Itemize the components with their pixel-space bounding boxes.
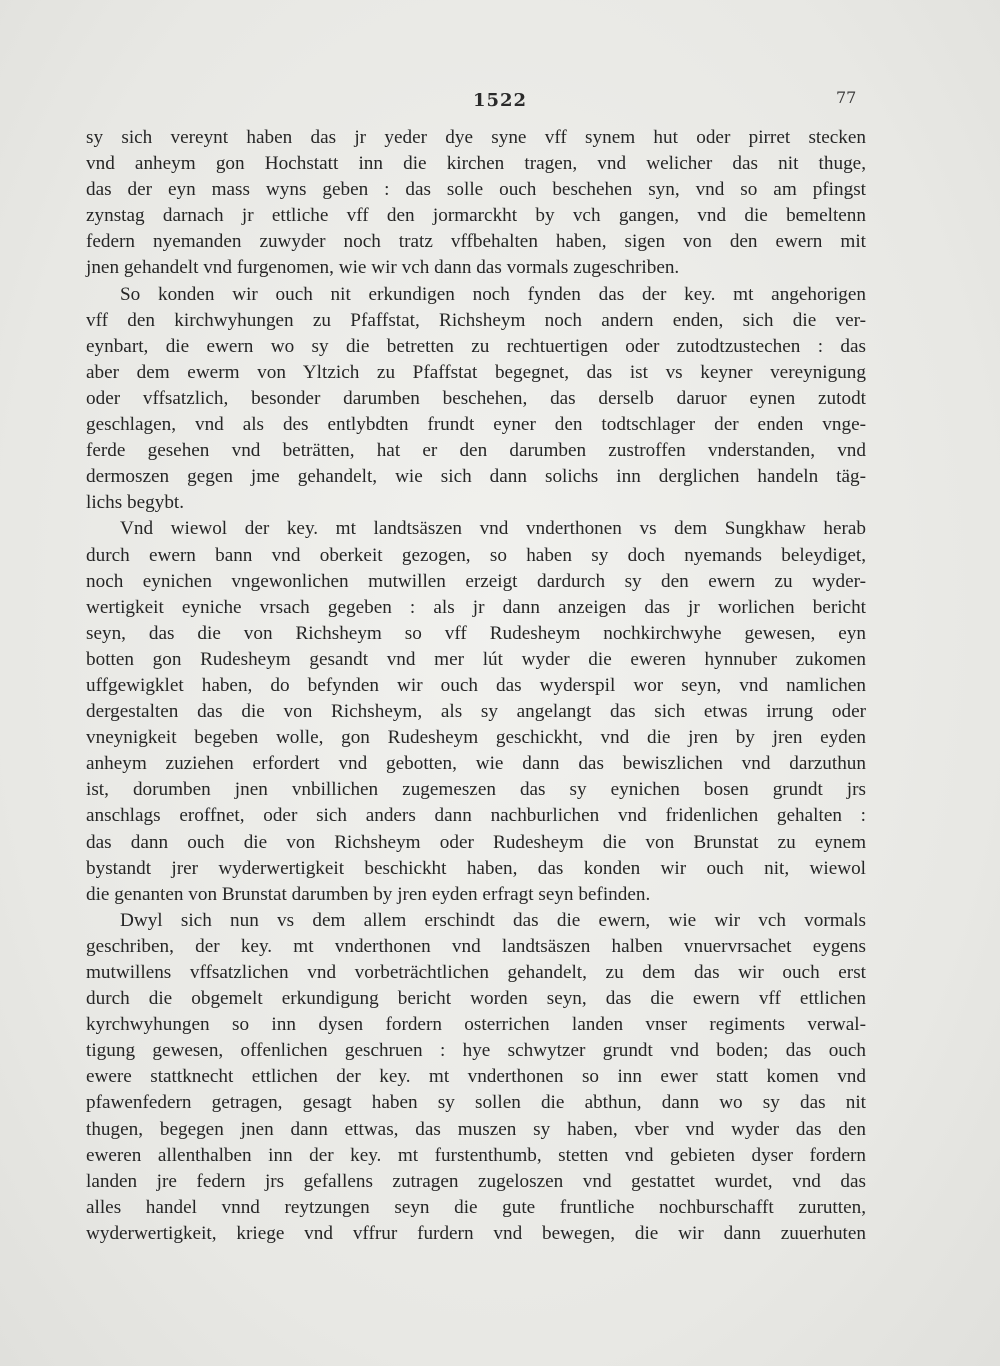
text-line: ferde gesehen vnd beträtten, hat er den darumben zustroffen vnderstanden, vnd [86,440,866,462]
text-line: botten gon Rudesheym gesandt vnd mer lút wyder die eweren hynnuber zukomen [86,648,866,670]
text-line: Vnd wiewol der key. mt landtsäszen vnd vnderthonen vs dem Sungkhaw herab [120,518,866,540]
text-line: aber dem ewerm von Yltzich zu Pfaffstat begegnet, das ist vs keyner vereynigung [86,361,866,383]
text-line: ist, dorumben jnen vnbillichen zugemeszen das sy eynichen bosen grundt jrs [86,779,866,801]
body-text [86,125,866,1247]
text-line: die genanten von Brunstat darumben by jren eyden erfragt seyn befinden. [86,883,651,905]
text-line: seyn, das die von Richsheym so vff Rudesheym nochkirchwyhe gewesen, eyn [86,622,866,644]
page-number: 77 [836,88,857,107]
text-line: ewere stattknecht ettlichen der key. mt vnderthonen so inn ewer statt komen vnd [86,1066,866,1088]
text-line: das dann ouch die von Richsheym oder Rudesheym die von Brunstat zu eynem [86,831,866,853]
text-line: noch eynichen vngewonlichen mutwillen erzeigt dardurch sy den ewern zu wyder- [86,570,866,592]
text-line: durch ewern bann vnd oberkeit gezogen, so haben sy doch nyemands beleydiget, [86,544,866,566]
text-line: jnen gehandelt vnd furgenomen, wie wir vch dann das vormals zugeschriben. [86,257,680,279]
text-line: eynbart, die ewern wo sy die betretten zu rechtuertigen oder zutodtzustechen : das [86,335,866,357]
text-line: das der eyn mass wyns geben : das solle ouch beschehen syn, vnd so am pfingst [86,179,866,201]
text-line: uffgewigklet haben, do befynden wir ouch das wyderspil wor seyn, vnd namlichen [86,674,866,696]
text-line: eweren allenthalben inn der key. mt furstenthumb, stetten vnd gebieten dyser fordern [86,1144,866,1166]
text-line: geschriben, der key. mt vnderthonen vnd landtsäszen halben vnuervrsachet eygens [86,935,866,957]
running-head [0,90,1000,114]
text-line: vff den kirchwyhungen zu Pfaffstat, Richsheym noch andern enden, sich die ver- [86,309,866,331]
text-line: vneynigkeit begeben wolle, gon Rudesheym geschickht, vnd die jren by jren eyden [86,727,866,749]
text-line: sy sich vereynt haben das jr yeder dye syne vff synem hut oder pirret stecken [86,127,866,148]
text-line: mutwillens vffsatzlichen vnd vorbeträchtlichen gehandelt, zu dem das wir ouch erst [86,962,866,983]
text-line: thugen, begegen jnen dann ettwas, das muszen sy haben, vber vnd wyder das den [86,1118,866,1140]
text-line: kyrchwyhungen so inn dysen fordern osterrichen landen vnser regiments verwal- [86,1014,866,1036]
text-line: federn nyemanden zuwyder noch tratz vffbehalten haben, sigen von den ewern mit [86,231,866,253]
text-line: Dwyl sich nun vs dem allem erschindt das die ewern, wie wir vch vormals [120,909,866,931]
text-line: dermoszen gegen jme gehandelt, wie sich dann solichs inn derglichen handeln täg- [86,466,866,488]
text-line: anheym zuziehen erfordert vnd gebotten, wie dann das bewiszlichen vnd darzuthun [86,753,866,775]
text-line: lichs begybt. [86,492,185,514]
text-line: durch die obgemelt erkundigung bericht worden seyn, das die ewern vff ettlichen [86,988,866,1010]
text-line: zynstag darnach jr ettliche vff den jormarckht by vch gangen, vnd die bemeltenn [86,205,866,227]
text-line: So konden wir ouch nit erkundigen noch fynden das der key. mt angehorigen [120,283,866,305]
text-line: landen jre federn jrs gefallens zutragen zugeloszen vnd gestattet wurdet, vnd das [86,1170,866,1192]
text-line: anschlags eroffnet, oder sich anders dann nachburlichen vnd fridenlichen gehalten : [86,805,866,827]
text-line: alles handel vnnd reytzungen seyn die gute fruntliche nochburschafft zurutten, [86,1196,866,1218]
text-line: wyderwertigkeit, kriege vnd vffrur furdern vnd bewegen, die wir dann zuuerhuten [86,1222,866,1244]
text-line: dergestalten das die von Richsheym, als sy angelangt das sich etwas irrung oder [86,701,866,723]
page-header-year: 1522 [472,90,528,111]
text-line: oder vffsatzlich, besonder darumben beschehen, das derselb daruor eynen zutodt [86,387,866,409]
text-line: bystandt jrer wyderwertigkeit beschickht haben, das konden wir ouch nit, wiewol [86,857,866,879]
text-line: vnd anheym gon Hochstatt inn die kirchen tragen, vnd welicher das nit thuge, [86,153,866,175]
text-line: pfawenfedern getragen, gesagt haben sy sollen die abthun, dann wo sy das nit [86,1092,866,1114]
text-line: geschlagen, vnd als des entlybdten frundt eyner den todtschlager der enden vnge- [86,414,866,436]
text-line: tigung gewesen, offenlichen geschruen : hye schwytzer grundt vnd boden; das ouch [86,1040,866,1062]
text-line: wertigkeit eyniche vrsach gegeben : als jr dann anzeigen das jr worlichen bericht [86,596,866,618]
